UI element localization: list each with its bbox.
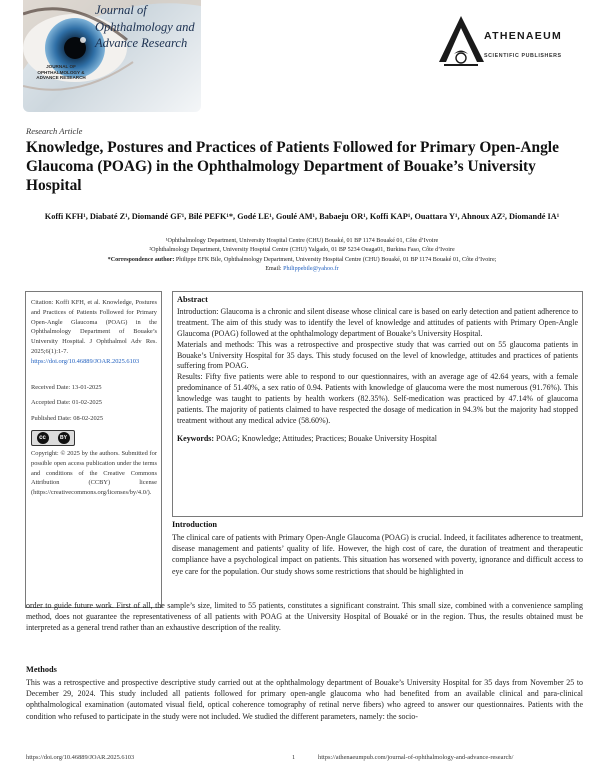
footer-doi[interactable]: https://doi.org/10.46889/JOAR.2025.6103 bbox=[26, 754, 135, 761]
methods-paragraph: This was a retrospective and prospective descriptive study carried out at the ophthalmology department of Bouake’s University Hospital for 35 days from November 25 to December 29, 2024. This study included all patients followed for primary open-angle glaucoma who had benefited from an available clinical and para-clinical ophthalmological examination (automated visual field, optical coherence tomography of retinal nerve fibers) who agreed to answer our questionnaires. Patients with the condition who refused to participate in the study were not included. We studied the different parameters, namely: the socio- bbox=[26, 678, 583, 721]
abstract-results: Results: Fifty five patients were able to respond to our questionnaires, with an average age of 42.64 years, with a female predominance of 51.40%, a sex ratio of 0.94. Patients with knowledge of glaucoma were the most numerous (91.76%). This knowledge was taught to patients by health workers (82.35%). Self-medication was practiced by 47.14% of glaucoma patients. The majority of patients claimed to have respected the dosage of medication in 94.3% but the majority had stopped treatment without any medical advice (58.60%). bbox=[177, 372, 578, 425]
author-list: Koffi KFH¹, Diabaté Z¹, Diomandé GF¹, Bilé PEFK¹*, Godé LE¹, Goulé AM¹, Babaeju OR¹, Koffi KAP¹, Ouattara Y¹, Ahnoux AZ², Diomandé IA¹ bbox=[44, 212, 560, 221]
email-link[interactable]: Philippebile@yahoo.fr bbox=[283, 265, 339, 272]
doi-link[interactable]: https://doi.org/10.46889/JOAR.2025.6103 bbox=[31, 357, 140, 365]
correspondence bbox=[26, 256, 578, 265]
cc-icon: cc bbox=[37, 432, 49, 444]
introduction-paragraph-2: order to guide future work. First of all, the sample’s size, limited to 55 patients, constitutes a significant constraint. This small size, combined with a convenience sampling method, does not guarantee the representativeness of all patients with POAG at the University Hospital of Bouaké or in the region. Thus, the results obtained must be interpreted as a general trend rather than an exhaustive description of the reality. bbox=[26, 601, 583, 633]
abstract-methods: Materials and methods: This was a retrospective and prospective study that was carried out on 55 glaucoma patients in Bouake’s University Hospital for 35 days. This study focused on the level of knowledge, attitudes and practices of patients suffering from POAG. bbox=[177, 339, 578, 371]
journal-title: Journal of Ophthalmology and Advance Research bbox=[95, 3, 195, 50]
introduction-paragraph-1: The clinical care of patients with Primary Open-Angle Glaucoma (POAG) is crucial. Indeed, it facilitates adherence to treatment, disease management and patients’ quality of life. However, the high cost of care, the duration of treatment and therapeutic compliance have a psychological impact on patients. This situation has worsened with poverty, ignorance and difficult access to eye care for the population. Our study shows some restrictions that should be highlighted in bbox=[172, 533, 583, 576]
publisher-logo bbox=[434, 14, 584, 74]
abstract-introduction: Introduction: Glaucoma is a chronic and silent disease whose clinical care is based on early detection and patient adherence to treatment. The aim of this study was to identify the level of knowledge and attitudes of patients with Primary Open-Angle Glaucoma (POAG) followed at the ophthalmology department of Bouake’s University Hospital. bbox=[177, 306, 578, 338]
received-date: Received Date: 13-01-2025 bbox=[31, 383, 102, 391]
abstract-box bbox=[172, 291, 583, 517]
dates bbox=[31, 383, 157, 424]
page-footer bbox=[0, 752, 600, 766]
abstract-heading: Abstract bbox=[177, 295, 208, 304]
email-label: Email: bbox=[265, 265, 284, 272]
publisher-subtitle: SCIENTIFIC PUBLISHERS bbox=[484, 53, 562, 59]
publisher-emblem-icon bbox=[434, 14, 489, 74]
published-date: Published Date: 08-02-2025 bbox=[31, 415, 104, 423]
citation-text: Citation: Koffi KFH, et al. Knowledge, Postures and Practices of Patients Followed for Primary Open-Angle Glaucoma (POAG) in the Ophthalmology Department of Bouake’s University Hospital. J Ophthalmol Adv Res. 2025;6(1):1-7. bbox=[31, 299, 157, 355]
accepted-date: Accepted Date: 01-02-2025 bbox=[31, 399, 102, 407]
article-info-sidebar bbox=[25, 291, 162, 608]
affiliation-1: ¹Ophthalmology Department, University Hospital Centre (CHU) Bouaké, 01 BP 1174 Bouaké 01, Côte d’Ivoire bbox=[165, 238, 439, 244]
footer-url[interactable]: https://athenaeumpub.com/journal-of-ophthalmology-and-advance-research/ bbox=[318, 754, 514, 761]
keywords-text: POAG; Knowledge; Attitudes; Practices; Bouake University Hospital bbox=[214, 433, 437, 443]
correspondence-label: *Correspondence author: bbox=[107, 256, 175, 263]
page-header bbox=[0, 0, 600, 118]
correspondence-text: Philippe EFK Bile, Ophthalmology Department, University Hospital Centre (CHU) Bouaké, 01 BP 1174 Bouaké 01, Côte d’Ivoire; bbox=[174, 256, 497, 263]
creative-commons-badge[interactable] bbox=[31, 430, 75, 446]
by-icon: BY bbox=[58, 432, 70, 444]
page-number: 1 bbox=[292, 754, 296, 761]
keywords bbox=[177, 434, 578, 445]
keywords-label: Keywords: bbox=[177, 433, 215, 443]
article-type: Research Article bbox=[26, 126, 83, 136]
article-title: Knowledge, Postures and Practices of Patients Followed for Primary Open-Angle Glaucoma (POAG) in the Ophthalmology Department of Bouake’s University Hospital bbox=[26, 139, 559, 194]
logo-caption: JOURNAL OF OPHTHALMOLOGY & ADVANCE RESEARCH bbox=[36, 64, 86, 81]
introduction-heading: Introduction bbox=[172, 520, 218, 529]
affiliations bbox=[26, 237, 578, 274]
affiliation-2: ²Ophthalmology Department, University Hospital Centre (CHU) Yalgado, 01 BP 5234 Ouaga01, Burkina Faso, Côte d’Ivoire bbox=[149, 247, 455, 254]
publisher-name: ATHENAEUM bbox=[484, 30, 563, 42]
email-line bbox=[26, 265, 578, 274]
methods-heading: Methods bbox=[26, 665, 57, 674]
copyright: Copyright: © 2025 by the authors. Submitted for possible open access publication under the terms and conditions of the Creative Commons Attribution (CCBY) license (https://creativecommons.org/licenses/by/4.0/). bbox=[31, 449, 157, 497]
citation bbox=[31, 298, 157, 367]
